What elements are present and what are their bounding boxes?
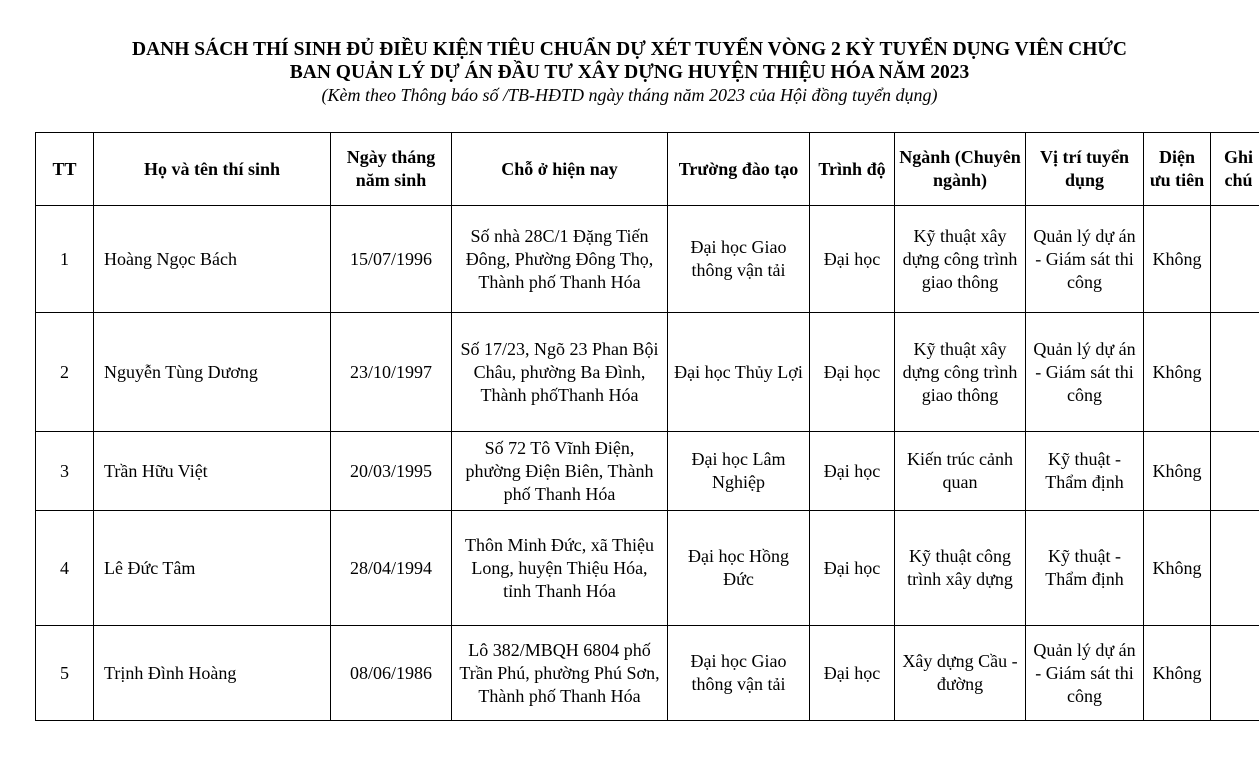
cell-address: Số 72 Tô Vĩnh Điện, phường Điện Biên, Thành phố Thanh Hóa [452,432,668,511]
cell-priority: Không [1144,313,1211,432]
cell-tt: 3 [36,432,94,511]
table-row [36,511,1259,626]
header-level: Trình độ [810,133,895,206]
header-name: Họ và tên thí sinh [94,133,331,206]
header-address: Chỗ ở hiện nay [452,133,668,206]
cell-name: Trần Hữu Việt [94,432,331,511]
cell-address: Lô 382/MBQH 6804 phố Trần Phú, phường Phú Sơn, Thành phố Thanh Hóa [452,626,668,721]
cell-major: Kỹ thuật công trình xây dựng [895,511,1026,626]
cell-address: Số nhà 28C/1 Đặng Tiến Đông, Phường Đông Thọ, Thành phố Thanh Hóa [452,206,668,313]
cell-tt: 2 [36,313,94,432]
cell-major: Kiến trúc cảnh quan [895,432,1026,511]
header-tt: TT [36,133,94,206]
cell-level: Đại học [810,206,895,313]
cell-major: Kỹ thuật xây dựng công trình giao thông [895,206,1026,313]
cell-school: Đại học Hồng Đức [668,511,810,626]
cell-major: Xây dựng Cầu - đường [895,626,1026,721]
header-priority: Diện ưu tiên [1144,133,1211,206]
document-title-line2: BAN QUẢN LÝ DỰ ÁN ĐẦU TƯ XÂY DỰNG HUYỆN THIỆU HÓA NĂM 2023 [289,62,970,83]
cell-name: Trịnh Đình Hoàng [94,626,331,721]
cell-level: Đại học [810,626,895,721]
header-position: Vị trí tuyển dụng [1026,133,1144,206]
document-title-line1: DANH SÁCH THÍ SINH ĐỦ ĐIỀU KIỆN TIÊU CHUẨN DỰ XÉT TUYỂN VÒNG 2 KỲ TUYỂN DỤNG VIÊN CHỨC [131,39,1127,60]
document-subtitle: (Kèm theo Thông báo số /TB-HĐTD ngày tháng năm 2023 của Hội đồng tuyển dụng) [321,85,938,105]
document-header [0,38,1259,106]
cell-dob: 15/07/1996 [331,206,452,313]
cell-name: Nguyễn Tùng Dương [94,313,331,432]
cell-note [1211,432,1259,511]
cell-school: Đại học Lâm Nghiệp [668,432,810,511]
table-row [36,626,1259,721]
cell-tt: 5 [36,626,94,721]
cell-tt: 4 [36,511,94,626]
cell-dob: 28/04/1994 [331,511,452,626]
cell-priority: Không [1144,626,1211,721]
cell-dob: 23/10/1997 [331,313,452,432]
cell-dob: 08/06/1986 [331,626,452,721]
cell-name: Lê Đức Tâm [94,511,331,626]
cell-priority: Không [1144,432,1211,511]
table-header-row [36,133,1259,206]
cell-level: Đại học [810,432,895,511]
cell-name: Hoàng Ngọc Bách [94,206,331,313]
cell-note [1211,511,1259,626]
cell-priority: Không [1144,206,1211,313]
table-row [36,432,1259,511]
header-dob: Ngày tháng năm sinh [331,133,452,206]
cell-position: Kỹ thuật - Thẩm định [1026,511,1144,626]
cell-level: Đại học [810,511,895,626]
cell-school: Đại học Giao thông vận tải [668,626,810,721]
cell-school: Đại học Giao thông vận tải [668,206,810,313]
cell-note [1211,206,1259,313]
cell-position: Quản lý dự án - Giám sát thi công [1026,313,1144,432]
cell-tt: 1 [36,206,94,313]
cell-major: Kỹ thuật xây dựng công trình giao thông [895,313,1026,432]
cell-priority: Không [1144,511,1211,626]
table-row [36,313,1259,432]
cell-note [1211,626,1259,721]
cell-note [1211,313,1259,432]
cell-address: Số 17/23, Ngõ 23 Phan Bội Châu, phường Ba Đình, Thành phốThanh Hóa [452,313,668,432]
header-major: Ngành (Chuyên ngành) [895,133,1026,206]
cell-address: Thôn Minh Đức, xã Thiệu Long, huyện Thiệu Hóa, tỉnh Thanh Hóa [452,511,668,626]
cell-position: Quản lý dự án - Giám sát thi công [1026,626,1144,721]
candidate-table [35,132,1259,721]
table-row [36,206,1259,313]
cell-dob: 20/03/1995 [331,432,452,511]
header-note: Ghi chú [1211,133,1259,206]
cell-position: Quản lý dự án - Giám sát thi công [1026,206,1144,313]
header-school: Trường đào tạo [668,133,810,206]
cell-level: Đại học [810,313,895,432]
cell-position: Kỹ thuật - Thẩm định [1026,432,1144,511]
cell-school: Đại học Thủy Lợi [668,313,810,432]
